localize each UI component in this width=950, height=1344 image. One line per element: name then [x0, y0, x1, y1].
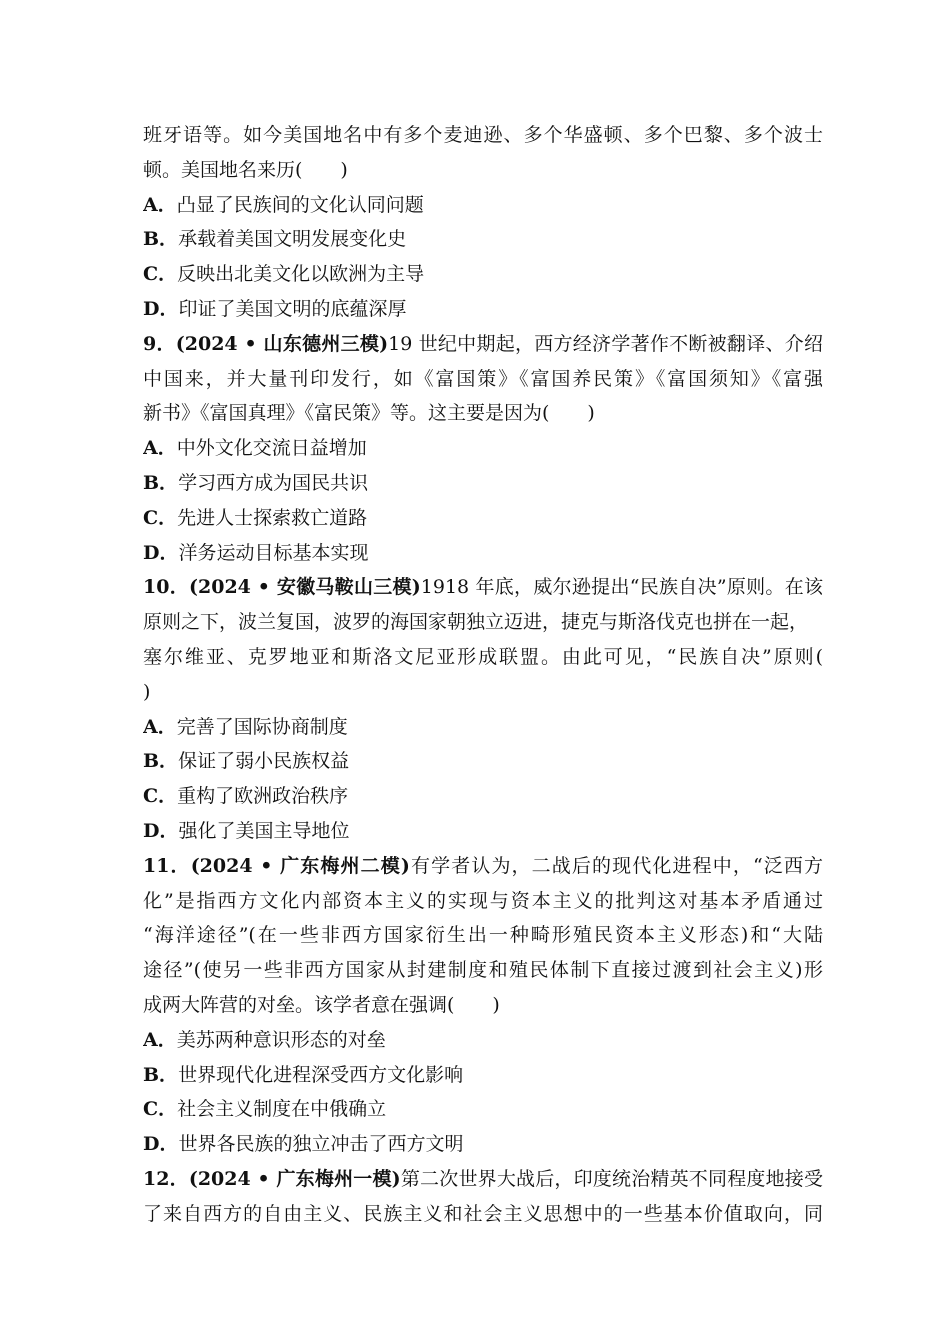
option-text: 中外文化交流日益增加	[176, 437, 367, 460]
option-letter: D．	[143, 297, 179, 320]
option-d	[143, 292, 823, 327]
option-text: 印证了美国文明的底蕴深厚	[178, 297, 407, 320]
question-number: 12．	[143, 1167, 189, 1190]
question-10	[143, 570, 823, 848]
option-letter: A．	[143, 193, 177, 216]
document-page	[143, 118, 823, 1232]
question-stem-line	[143, 327, 823, 362]
question-stem-line: 原则之下，波兰复国，波罗的海国家朝独立迈进，捷克与斯洛伐克也拼在一起，	[143, 611, 809, 634]
option-text: 世界现代化进程深受西方文化影响	[178, 1063, 464, 1086]
option-c	[143, 1092, 823, 1127]
option-text: 世界各民族的独立冲击了西方文明	[178, 1133, 464, 1156]
question-text: 19 世纪中期起，西方经济学著作不断被翻译、介绍	[388, 332, 823, 355]
question-stem-line	[143, 849, 823, 884]
option-text: 先进人士探索救亡道路	[177, 506, 368, 529]
question-stem-line: 化”是指西方文化内部资本主义的实现与资本主义的批判这对基本矛盾通过	[143, 889, 823, 912]
question-stem-line: 成两大阵营的对垒。该学者意在强调( )	[143, 993, 500, 1016]
question-source: (2024 • 山东德州三模)	[175, 332, 389, 355]
question-stem-line: 顿。美国地名来历( )	[143, 158, 348, 181]
option-b	[143, 744, 823, 779]
option-letter: A．	[143, 1028, 177, 1051]
option-text: 洋务运动目标基本实现	[178, 541, 369, 564]
option-text: 反映出北美文化以欧洲为主导	[177, 263, 425, 286]
option-c	[143, 257, 823, 292]
question-stem-line: 班牙语等。如今美国地名中有多个麦迪逊、多个华盛顿、多个巴黎、多个波士	[143, 124, 823, 146]
question-source: (2024 • 广东梅州二模)	[190, 854, 410, 877]
question-stem-line: 新书》《富国真理》《富民策》等。这主要是因为( )	[143, 402, 595, 425]
option-a	[143, 431, 823, 466]
question-stem-line: 了来自西方的自由主义、民族主义和社会主义思想中的一些基本价值取向，同	[143, 1202, 823, 1225]
option-d	[143, 814, 823, 849]
option-c	[143, 501, 823, 536]
question-11	[143, 849, 823, 1162]
question-8	[143, 118, 823, 327]
option-text: 保证了弱小民族权益	[178, 750, 350, 773]
option-letter: D．	[143, 541, 179, 564]
option-text: 完善了国际协商制度	[176, 715, 348, 738]
option-d	[143, 536, 823, 571]
question-text: 有学者认为，二战后的现代化进程中，“泛西方	[409, 854, 823, 877]
question-source: (2024 • 广东梅州一模)	[188, 1167, 401, 1190]
option-text: 社会主义制度在中俄确立	[177, 1098, 387, 1121]
option-letter: A．	[143, 715, 177, 738]
option-text: 凸显了民族间的文化认同问题	[176, 193, 424, 216]
option-letter: B．	[143, 471, 179, 494]
question-number: 10．	[143, 576, 190, 599]
option-letter: C．	[143, 785, 178, 808]
option-letter: B．	[143, 750, 179, 773]
question-source: (2024 • 安徽马鞍山三模)	[189, 576, 421, 599]
question-stem-line: )	[143, 680, 151, 703]
option-a	[143, 188, 823, 223]
option-a	[143, 710, 823, 745]
option-b	[143, 222, 823, 257]
option-letter: D．	[143, 819, 179, 842]
question-stem-line	[143, 1162, 823, 1197]
option-text: 学习西方成为国民共识	[178, 471, 369, 494]
option-d	[143, 1127, 823, 1162]
question-stem-line: 中国来，并大量刊印发行，如《富国策》《富国养民策》《富国须知》《富强	[143, 367, 823, 390]
option-letter: C．	[143, 506, 178, 529]
option-letter: A．	[143, 437, 177, 460]
question-text: 1918 年底，威尔逊提出“民族自决”原则。在该	[420, 576, 823, 599]
question-number: 9．	[143, 332, 176, 355]
option-text: 美苏两种意识形态的对垒	[176, 1028, 386, 1051]
option-letter: B．	[143, 1063, 179, 1086]
question-stem-line: 途径”(使另一些非西方国家从封建制度和殖民体制下直接过渡到社会主义)形	[143, 959, 823, 982]
option-letter: C．	[143, 263, 178, 286]
question-stem-line	[143, 570, 823, 605]
option-a	[143, 1023, 823, 1058]
question-text: 第二次世界大战后，印度统治精英不同程度地接受	[400, 1167, 823, 1190]
option-letter: D．	[143, 1133, 179, 1156]
option-text: 强化了美国主导地位	[178, 819, 350, 842]
option-letter: C．	[143, 1098, 178, 1121]
question-12	[143, 1162, 823, 1232]
question-number: 11．	[143, 854, 191, 877]
option-letter: B．	[143, 228, 179, 251]
question-stem-line: “海洋途径”(在一些非西方国家衍生出一种畸形殖民资本主义形态)和“大陆	[143, 924, 823, 947]
question-9	[143, 327, 823, 571]
option-b	[143, 466, 823, 501]
question-stem-line: 塞尔维亚、克罗地亚和斯洛文尼亚形成联盟。由此可见，“民族自决”原则(	[143, 645, 823, 668]
option-text: 承载着美国文明发展变化史	[178, 228, 407, 251]
option-c	[143, 779, 823, 814]
option-b	[143, 1058, 823, 1093]
option-text: 重构了欧洲政治秩序	[177, 785, 349, 808]
